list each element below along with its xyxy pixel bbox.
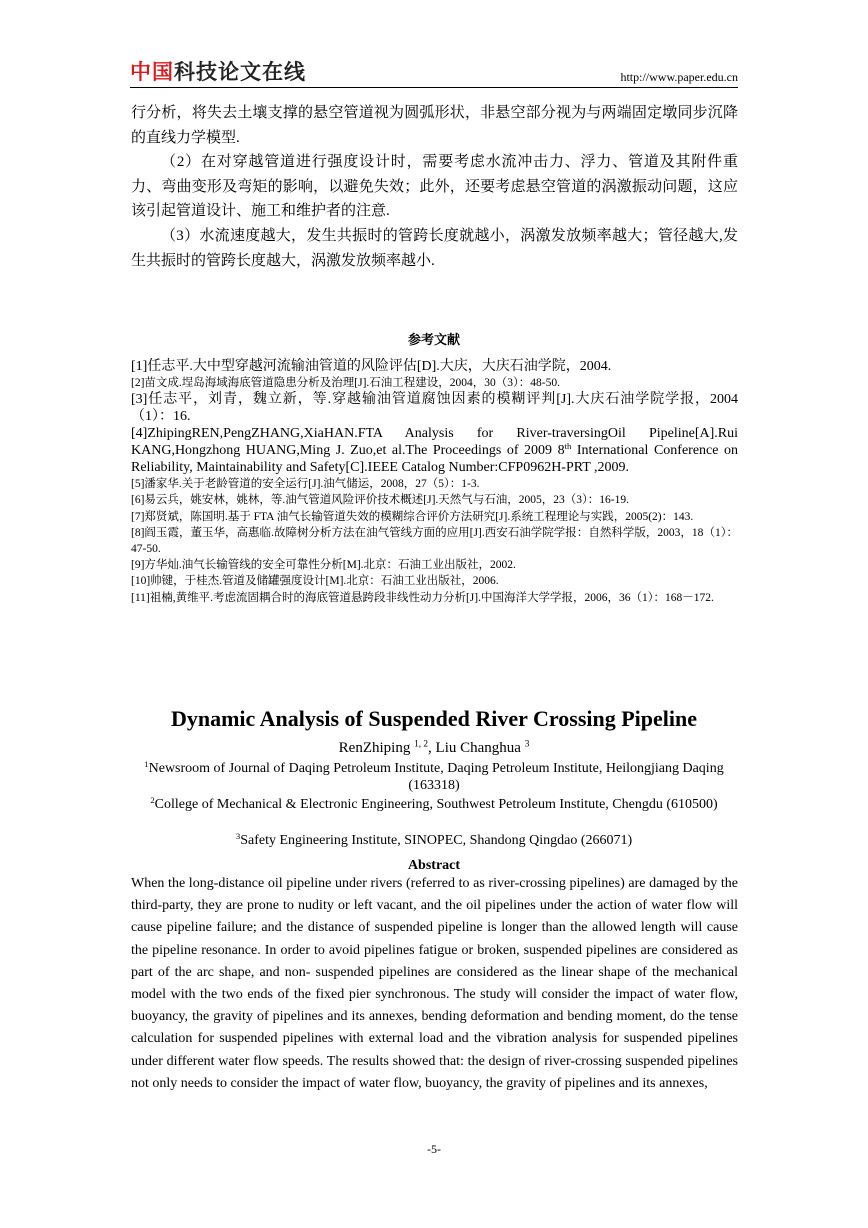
author-line: [0, 738, 868, 758]
reference-item: [6]易云兵，姚安林，姚林，等.油气管道风险评价技术概述[J].天然气与石油，2005，23（3）：16-19.: [131, 494, 629, 507]
affiliation-superscript: 2: [150, 794, 155, 805]
references-heading: 参考文献: [407, 333, 460, 348]
body-paragraph: （3）水流速度越大，发生共振时的管跨长度就越小，涡激发放频率越大；管径越大,发生共振时的管跨长度越大，涡激发放频率越小.: [131, 227, 738, 269]
reference-text: International Conference on Reliability, Maintainability and Safety[C].IEEE Catalog Number:CFP0962H-PRT ,2009.: [131, 443, 739, 476]
header-url[interactable]: http://www.paper.edu.cn: [620, 70, 738, 84]
reference-superscript: th: [564, 441, 572, 451]
author-superscript: 3: [524, 739, 530, 750]
reference-item: [5]潘家华.关于老龄管道的安全运行[J].油气储运，2008，27（5）：1-3.: [131, 478, 480, 491]
body-paragraph: （2）在对穿越管道进行强度设计时，需要考虑水流冲击力、浮力、管道及其附件重力、弯曲变形及弯矩的影响，以避免失效；此外，还要考虑悬空管道的涡激振动问题，这应该引起管道设计、施工和维护者的注意.: [131, 154, 738, 220]
page-number: -5-: [427, 1142, 441, 1156]
page-header: [130, 58, 738, 88]
affiliation-text: College of Mechanical & Electronic Engineering, Southwest Petroleum Institute, Chengdu (610500): [154, 797, 718, 812]
reference-item: [2]苗文成.埕岛海域海底管道隐患分析及治理[J].石油工程建设，2004，30（3）：48-50.: [131, 377, 560, 389]
author-name: , Liu Changhua: [428, 740, 525, 756]
logo-red-text: 中国: [130, 60, 174, 84]
affiliation: [130, 796, 738, 813]
author-name: RenZhiping: [338, 740, 415, 756]
chinese-body-text: [131, 101, 738, 273]
affiliation-text: Newsroom of Journal of Daqing Petroleum Institute, Daqing Petroleum Institute, Heilongjiang Daqing (163318): [148, 761, 724, 793]
journal-logo: [130, 58, 306, 86]
author-superscript: 1, 2: [414, 739, 429, 750]
body-paragraph: 行分析，将失去土壤支撑的悬空管道视为圆弧形状，非悬空部分视为与两端固定墩同步沉降的直线力学模型.: [131, 105, 738, 146]
affiliation-text: Safety Engineering Institute, SINOPEC, Shandong Qingdao (266071): [240, 833, 633, 848]
affiliation: [130, 760, 738, 794]
header-divider: [130, 87, 738, 88]
reference-item: [8]阎玉霞，董玉华，高惠临.故障树分析方法在油气管线方面的应用[J].西安石油学院学报：自然科学版，2003，18（1）：47-50.: [131, 526, 738, 556]
reference-list: [131, 358, 738, 606]
english-title: Dynamic Analysis of Suspended River Crossing Pipeline: [170, 706, 698, 731]
reference-item: [3]任志平，刘青，魏立新，等.穿越输油管道腐蚀因素的模糊评判[J].大庆石油学院学报，2004（1）：16.: [131, 392, 738, 425]
reference-text: [4]ZhipingREN,PengZHANG,XiaHAN.FTA Analysis for River-traversingOil Pipeline[A].Rui KANG,Hongzhong HUANG,Ming J. Zuo,et al.The Proceedings of 2009 8: [131, 426, 738, 459]
reference-item: [10]帅键，于桂杰.管道及储罐强度设计[M].北京：石油工业出版社，2006.: [131, 575, 499, 588]
affiliation-superscript: 1: [144, 758, 149, 769]
affiliation-superscript: 3: [235, 830, 241, 841]
reference-item: [11]祖楠,黄维平.考虑流固耦合时的海底管道悬跨段非线性动力分析[J].中国海洋大学学报，2006，36（1）：168－172.: [131, 591, 714, 604]
logo-dark-text: 科技论文在线: [174, 60, 306, 84]
reference-item: [9]方华灿.油气长输管线的安全可靠性分析[M].北京：石油工业出版社，2002.: [131, 559, 516, 572]
reference-item: [7]郑贤斌，陈国明.基于 FTA 油气长输管道失效的模糊综合评价方法研究[J].系统工程理论与实践，2005(2)：143.: [131, 510, 694, 523]
reference-item: [1]任志平.大中型穿越河流输油管道的风险评估[D].大庆，大庆石油学院，2004.: [131, 359, 612, 374]
abstract-heading: Abstract: [407, 858, 461, 873]
affiliation: [130, 832, 738, 849]
abstract-text: When the long-distance oil pipeline under rivers (referred to as river-crossing pipelines) are damaged by the third-party, they are prone to nudity or left vacant, and the oil pipelines under the action of water flow will cause pipeline failure; and the distance of suspended pipeline is longer than the allowed length will cause the pipeline resonance. In order to avoid pipelines fatigue or broken, suspended pipelines are considered as part of the arc shape, and non- suspended pipelines are considered as the linear shape of the mechanical model with the two ends of the fixed pier synchronous. The study will consider the impact of water flow, buoyancy, the gravity of pipelines and its annexes, bending deformation and bending moment, do the tense calculation for suspended pipelines with external load and the vibration analysis for suspended pipelines under different water flow speeds. The results showed that: the design of river-crossing suspended pipelines not only needs to consider the impact of water flow, buoyancy, the gravity of pipelines and its annexes,: [131, 876, 738, 1091]
reference-item: [131, 425, 738, 476]
